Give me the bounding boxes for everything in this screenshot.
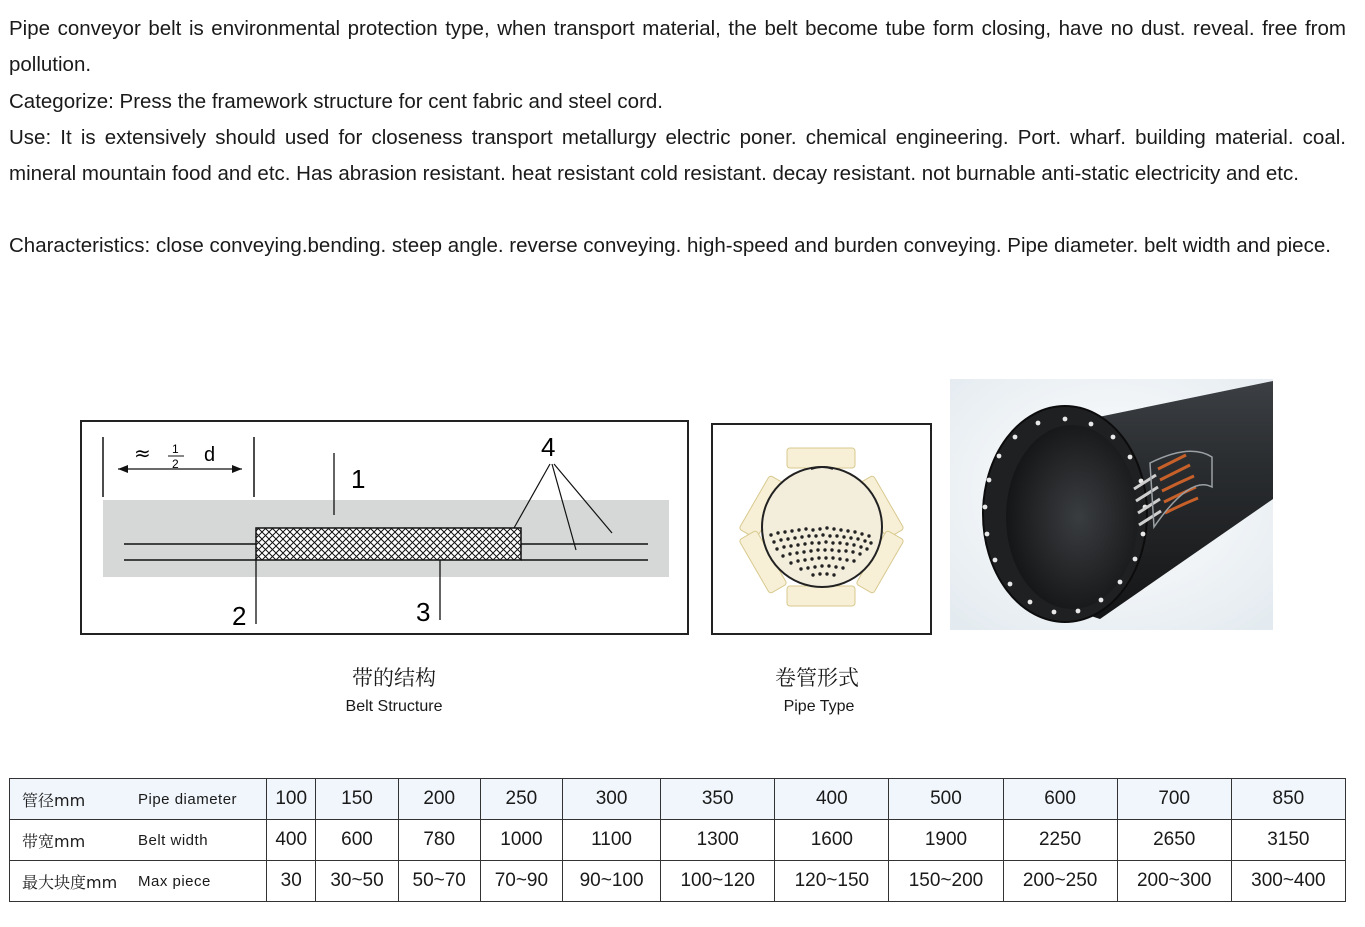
table-cell: 30	[267, 861, 316, 902]
table-cell: 150	[316, 779, 398, 820]
table-cell: 2250	[1003, 820, 1117, 861]
table-cell: 200~300	[1117, 861, 1231, 902]
table-cell: 300~400	[1231, 861, 1345, 902]
pipe-belt-cross-section	[762, 467, 882, 587]
table-cell: 2650	[1117, 820, 1231, 861]
pipe-belt-photo	[950, 379, 1273, 630]
pipe-type-caption-en: Pipe Type	[783, 698, 855, 715]
table-cell: 1100	[562, 820, 660, 861]
dim-fraction-numerator: 1	[172, 442, 179, 456]
row-header-en: Max piece	[132, 861, 267, 902]
table-cell: 400	[775, 779, 889, 820]
row-header-cn: 最大块度mm	[10, 861, 133, 902]
idler-roller-bottom	[787, 586, 855, 606]
table-cell: 1000	[480, 820, 562, 861]
spec-table	[9, 778, 1346, 902]
use-paragraph: Use: It is extensively should used for closeness transport metallurgy electric poner. chemical engineering. Port. wharf. building material. coal. mineral mountain food and etc. Has abrasion resistant. heat resistant cold resistant. decay resistant. not burnable anti-static electricity and etc.	[9, 126, 1346, 185]
callout-label-4: 4	[541, 432, 556, 462]
pipe-type-diagram	[711, 423, 933, 637]
row-header-cn: 带宽mm	[10, 820, 133, 861]
table-cell: 600	[1003, 779, 1117, 820]
table-cell: 780	[398, 820, 480, 861]
table-cell: 100~120	[661, 861, 775, 902]
table-cell: 30~50	[316, 861, 398, 902]
belt-structure-caption-cn: 带的结构	[352, 666, 436, 690]
belt-structure-diagram	[80, 420, 690, 637]
table-cell: 1900	[889, 820, 1003, 861]
dim-fraction-denominator: 2	[172, 457, 179, 471]
table-cell: 50~70	[398, 861, 480, 902]
categorize-paragraph: Categorize: Press the framework structure for cent fabric and steel cord.	[9, 90, 663, 113]
table-row-pipe-diameter	[10, 779, 1346, 820]
characteristics-paragraph: Characteristics: close conveying.bending. steep angle. reverse conveying. high-speed and burden conveying. Pipe diameter. belt width and piece.	[9, 234, 1331, 257]
table-cell: 150~200	[889, 861, 1003, 902]
intro-paragraph: Pipe conveyor belt is environmental protection type, when transport material, the belt become tube form closing, have no dust. reveal. free from pollution.	[9, 17, 1346, 76]
pipe-type-caption-cn: 卷管形式	[775, 666, 859, 690]
dim-approx-symbol: ≈	[134, 441, 151, 465]
table-cell: 850	[1231, 779, 1345, 820]
fabric-core-layer	[256, 528, 521, 560]
table-cell: 200~250	[1003, 861, 1117, 902]
table-cell: 70~90	[480, 861, 562, 902]
belt-structure-caption-en: Belt Structure	[345, 698, 443, 715]
table-cell: 250	[480, 779, 562, 820]
table-cell: 400	[267, 820, 316, 861]
table-cell: 90~100	[562, 861, 660, 902]
table-cell: 350	[661, 779, 775, 820]
row-header-en: Belt width	[132, 820, 267, 861]
table-cell: 1300	[661, 820, 775, 861]
callout-label-1: 1	[351, 464, 366, 494]
table-cell: 300	[562, 779, 660, 820]
table-cell: 600	[316, 820, 398, 861]
table-row-belt-width	[10, 820, 1346, 861]
callout-label-3: 3	[416, 597, 431, 627]
table-row-max-piece	[10, 861, 1346, 902]
dim-variable-d: d	[204, 444, 216, 466]
table-cell: 1600	[775, 820, 889, 861]
table-cell: 500	[889, 779, 1003, 820]
table-cell: 100	[267, 779, 316, 820]
table-cell: 3150	[1231, 820, 1345, 861]
row-header-en: Pipe diameter	[132, 779, 267, 820]
table-cell: 700	[1117, 779, 1231, 820]
table-cell: 200	[398, 779, 480, 820]
callout-label-2: 2	[232, 601, 247, 631]
row-header-cn: 管径mm	[10, 779, 133, 820]
idler-roller-top	[787, 448, 855, 468]
table-cell: 120~150	[775, 861, 889, 902]
